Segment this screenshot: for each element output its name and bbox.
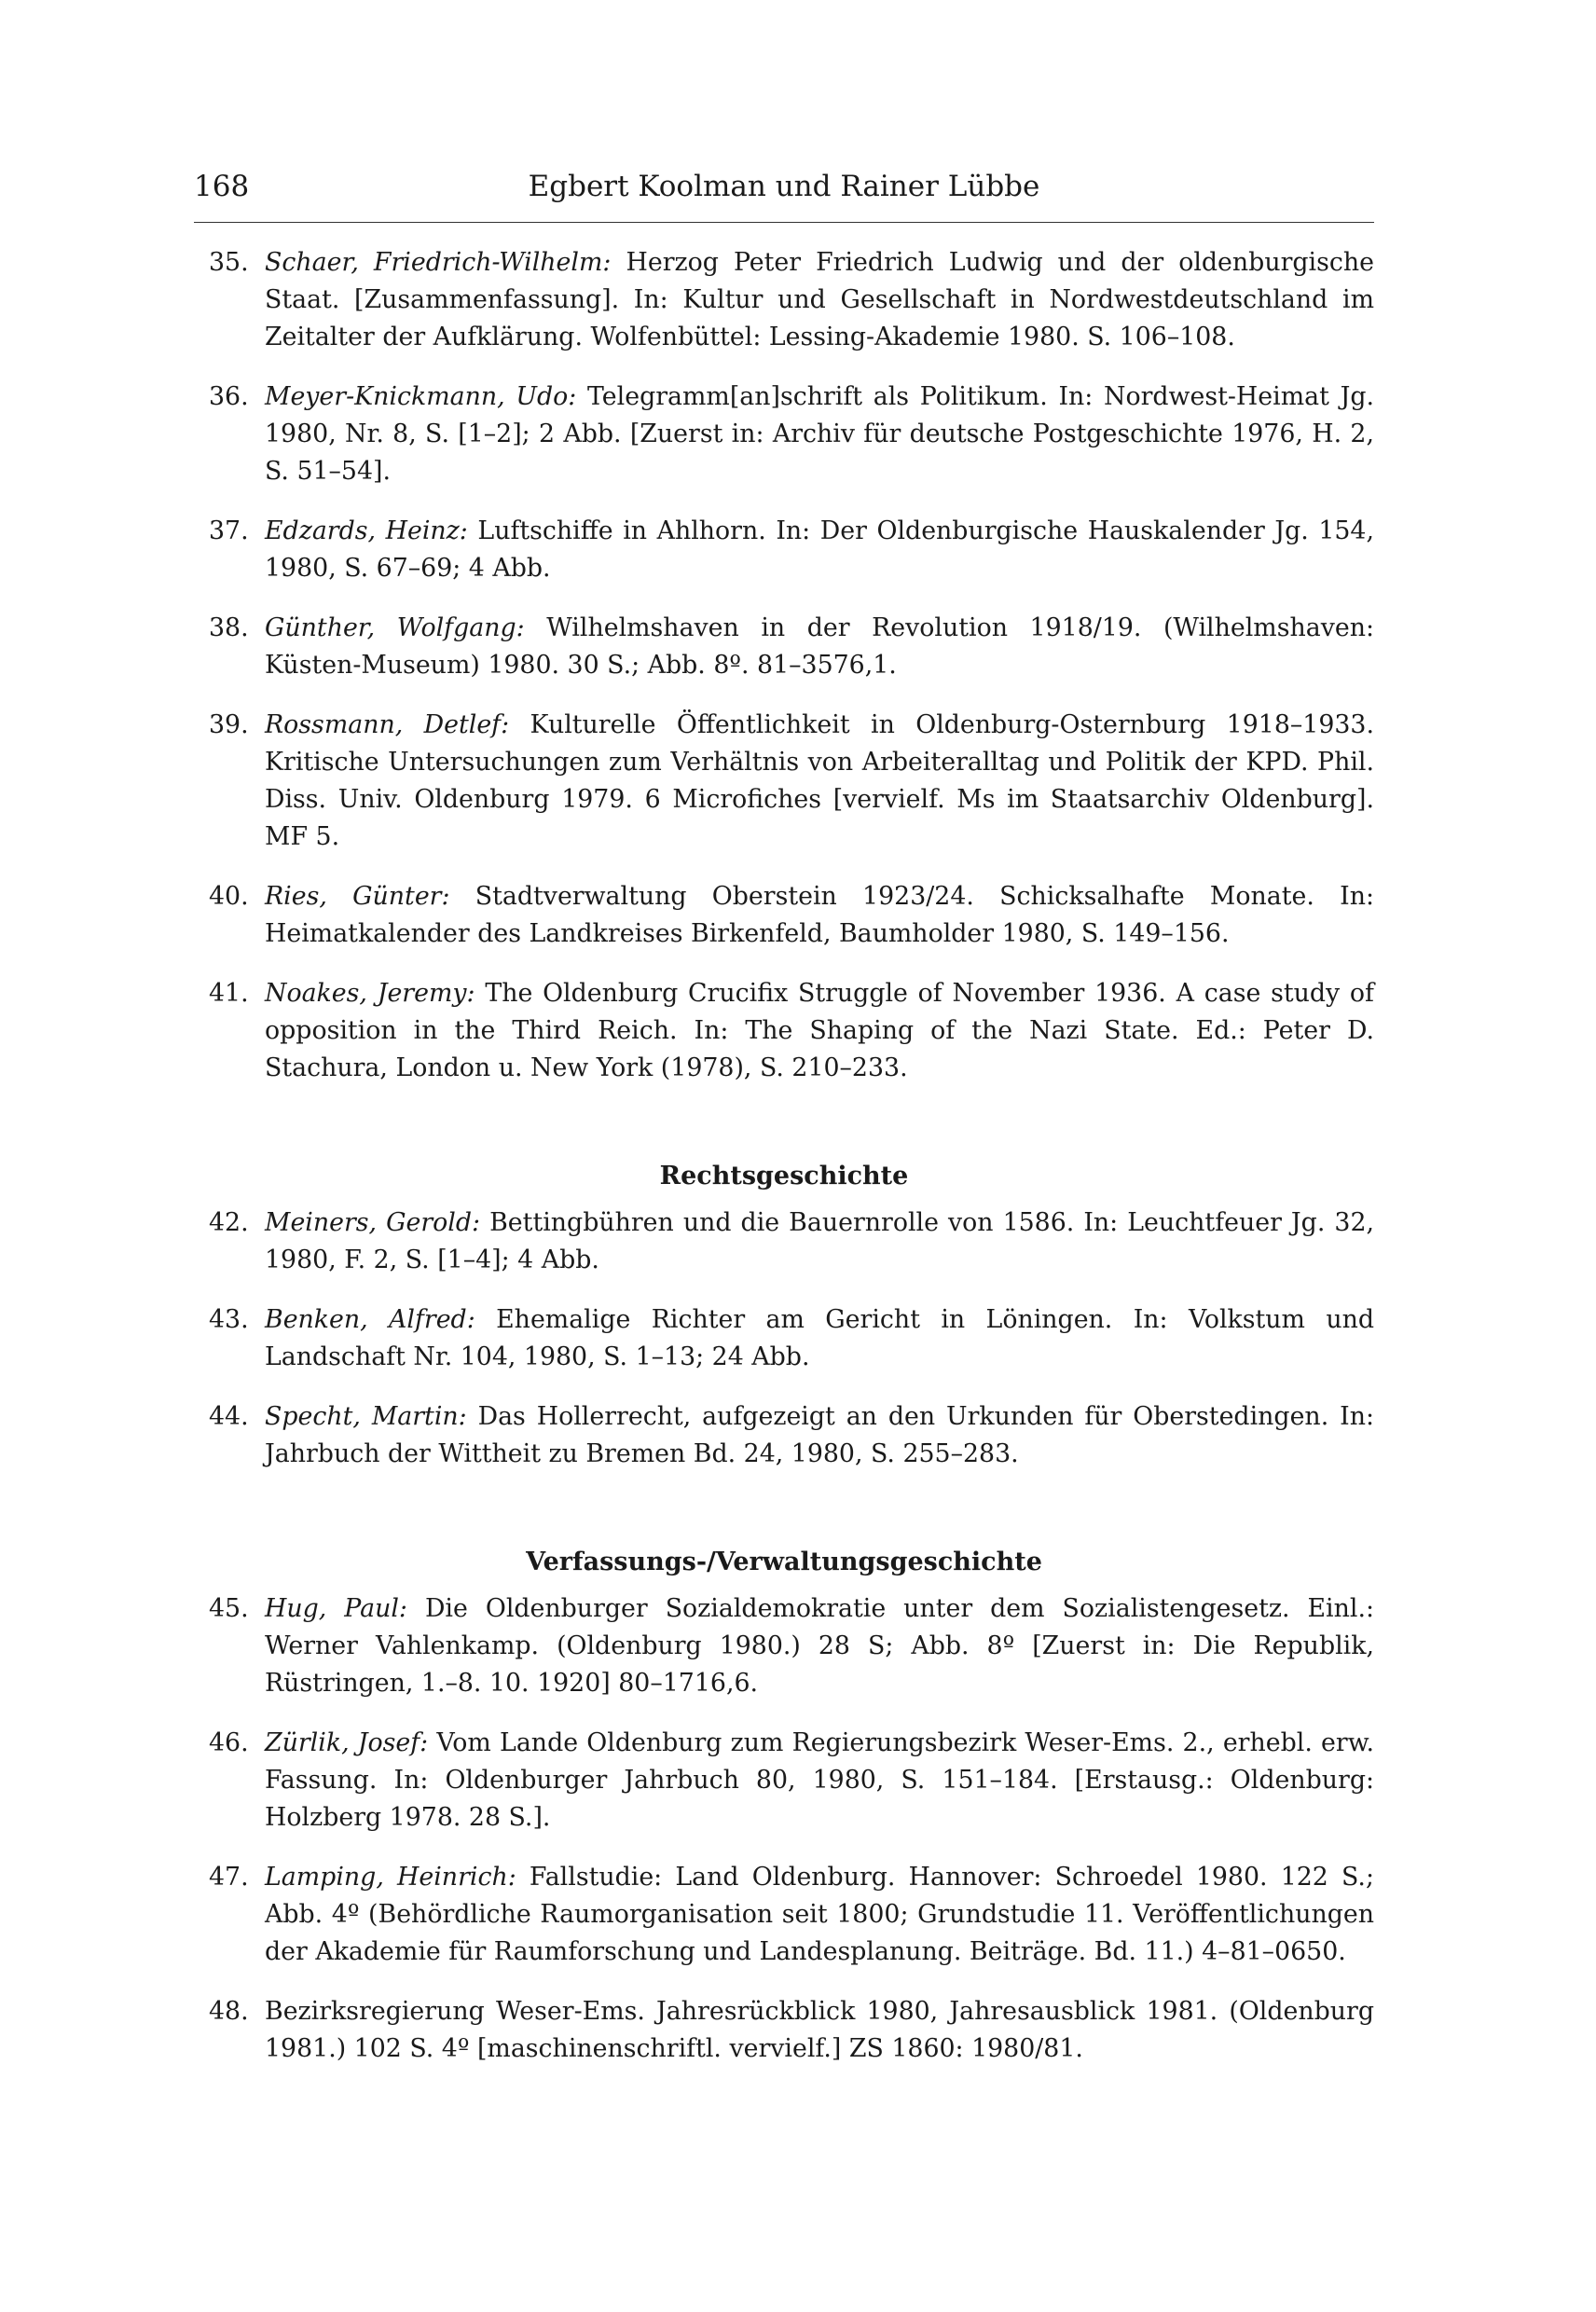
entry-citation: Das Hollerrecht, aufgezeigt an den Urkunden für Oberstedingen. In: Jahrbuch der Wittheit zu Bremen Bd. 24, 1980, S. 255–283. <box>265 1402 1374 1468</box>
bibliography-entry <box>209 1398 1374 1473</box>
entry-text <box>265 244 1374 356</box>
bibliography-entry <box>209 244 1374 356</box>
entry-number: 41. <box>209 979 249 1008</box>
bibliography-entry <box>209 878 1374 953</box>
bibliography-list <box>209 244 1374 2090</box>
entry-text <box>265 1993 1374 2068</box>
bibliography-entry <box>209 378 1374 490</box>
entry-number: 40. <box>209 882 249 911</box>
entry-text <box>265 1301 1374 1376</box>
entry-author: Noakes, Jeremy: <box>265 979 475 1008</box>
entry-author: Ries, Günter: <box>265 882 450 911</box>
entry-number: 39. <box>209 710 249 739</box>
entry-author: Rossmann, Detlef: <box>265 710 510 739</box>
entry-author: Edzards, Heinz: <box>265 516 468 545</box>
page-header <box>194 166 1374 223</box>
entry-citation: Kulturelle Öffentlichkeit in Oldenburg-Osternburg 1918–1933. Kritische Untersuchungen zum Verhältnis von Arbeiteralltag und Politik der KPD. Phil. Diss. Univ. Oldenburg 1979. 6 Microfiches [vervielf. Ms im Staatsarchiv Oldenburg]. MF 5. <box>265 710 1374 851</box>
bibliography-entry <box>209 610 1374 684</box>
entry-number: 44. <box>209 1402 249 1431</box>
entry-citation: Stadtverwaltung Oberstein 1923/24. Schicksalhafte Monate. In: Heimatkalender des Landkreises Birkenfeld, Baumholder 1980, S. 149–156. <box>265 882 1375 948</box>
entry-number: 48. <box>209 1997 249 2026</box>
entry-citation: The Oldenburg Crucifix Struggle of November 1936. A case study of opposition in the Third Reich. In: The Shaping of the Nazi State. Ed.: Peter D. Stachura, London u. New York (1978), S. 210–233. <box>265 979 1374 1082</box>
entry-citation: Herzog Peter Friedrich Ludwig und der oldenburgische Staat. [Zusammenfassung]. In: Kultur und Gesellschaft in Nordwestdeutschland im Zeitalter der Aufklärung. Wolfenbüttel: Lessing-Akademie 1980. S. 106–108. <box>265 248 1374 351</box>
entry-text <box>265 610 1374 684</box>
entry-text <box>265 1859 1374 1971</box>
entry-number: 46. <box>209 1728 249 1757</box>
entry-text <box>265 878 1374 953</box>
entry-number: 47. <box>209 1863 249 1892</box>
entry-citation: Fallstudie: Land Oldenburg. Hannover: Schroedel 1980. 122 S.; Abb. 4º (Behördliche Raumorganisation seit 1800; Grundstudie 11. Veröffentlichungen der Akademie für Raumforschung und Landesplanung. Beiträge. Bd. 11.) 4–81–0650. <box>265 1863 1374 1966</box>
running-head: Egbert Koolman und Rainer Lübbe <box>528 170 1040 203</box>
entry-citation: Die Oldenburger Sozialdemokratie unter dem Sozialistengesetz. Einl.: Werner Vahlenkamp. (Oldenburg 1980.) 28 S; Abb. 8º [Zuerst in: Die Republik, Rüstringen, 1.–8. 10. 1920] 80–1716,6. <box>265 1594 1374 1698</box>
entry-text <box>265 378 1374 490</box>
entry-citation: Luftschiffe in Ahlhorn. In: Der Oldenburgische Hauskalender Jg. 154, 1980, S. 67–69; 4 Abb. <box>265 516 1375 583</box>
entry-number: 38. <box>209 613 249 642</box>
entry-number: 42. <box>209 1208 249 1237</box>
entry-author: Schaer, Friedrich-Wilhelm: <box>265 248 612 277</box>
entry-number: 43. <box>209 1305 249 1334</box>
section-heading: Verfassungs-/Verwaltungsgeschichte <box>526 1548 1042 1576</box>
entry-text <box>265 1398 1374 1473</box>
page-number: 168 <box>194 170 250 203</box>
entry-citation: Bezirksregierung Weser-Ems. Jahresrückblick 1980, Jahresausblick 1981. (Oldenburg 1981.) 102 S. 4º [maschinenschriftl. vervielf.] ZS 1860: 1980/81. <box>265 1997 1374 2063</box>
entry-author: Specht, Martin: <box>265 1402 467 1431</box>
bibliography-entry <box>209 1993 1374 2068</box>
entry-author: Lamping, Heinrich: <box>265 1863 516 1892</box>
entry-number: 36. <box>209 382 249 411</box>
entry-author: Benken, Alfred: <box>265 1305 475 1334</box>
bibliography-entry <box>209 707 1374 856</box>
entry-text <box>265 1204 1374 1279</box>
entry-author: Meiners, Gerold: <box>265 1208 481 1237</box>
entry-citation: Bettingbühren und die Bauernrolle von 1586. In: Leuchtfeuer Jg. 32, 1980, F. 2, S. [1–4]; 4 Abb. <box>265 1208 1375 1274</box>
section-heading: Rechtsgeschichte <box>659 1162 909 1190</box>
entry-author: Günther, Wolfgang: <box>265 613 525 642</box>
entry-number: 35. <box>209 248 249 277</box>
bibliography-entry <box>209 1725 1374 1837</box>
entry-author: Zürlik, Josef: <box>265 1728 429 1757</box>
bibliography-entry <box>209 1859 1374 1971</box>
entry-author: Meyer-Knickmann, Udo: <box>265 382 577 411</box>
bibliography-entry <box>209 975 1374 1087</box>
bibliography-entry <box>209 513 1374 587</box>
entry-citation: Wilhelmshaven in der Revolution 1918/19. (Wilhelmshaven: Küsten-Museum) 1980. 30 S.; Abb. 8º. 81–3576,1. <box>265 613 1374 680</box>
entry-number: 45. <box>209 1594 249 1623</box>
entry-text <box>265 513 1374 587</box>
entry-citation: Vom Lande Oldenburg zum Regierungsbezirk Weser-Ems. 2., erhebl. erw. Fassung. In: Oldenburger Jahrbuch 80, 1980, S. 151–184. [Erstausg.: Oldenburg: Holzberg 1978. 28 S.]. <box>265 1728 1374 1832</box>
entry-number: 37. <box>209 516 249 545</box>
entry-citation: Ehemalige Richter am Gericht in Löningen. In: Volkstum und Landschaft Nr. 104, 1980, S. 1–13; 24 Abb. <box>265 1305 1375 1371</box>
bibliography-entry <box>209 1204 1374 1279</box>
entry-text <box>265 1725 1374 1837</box>
bibliography-entry <box>209 1590 1374 1702</box>
entry-text <box>265 975 1374 1087</box>
entry-author: Hug, Paul: <box>265 1594 407 1623</box>
bibliography-entry <box>209 1301 1374 1376</box>
entry-text <box>265 707 1374 856</box>
entry-citation: Telegramm[an]schrift als Politikum. In: Nordwest-Heimat Jg. 1980, Nr. 8, S. [1–2]; 2 Abb. [Zuerst in: Archiv für deutsche Postgeschichte 1976, H. 2, S. 51–54]. <box>265 382 1374 486</box>
entry-text <box>265 1590 1374 1702</box>
